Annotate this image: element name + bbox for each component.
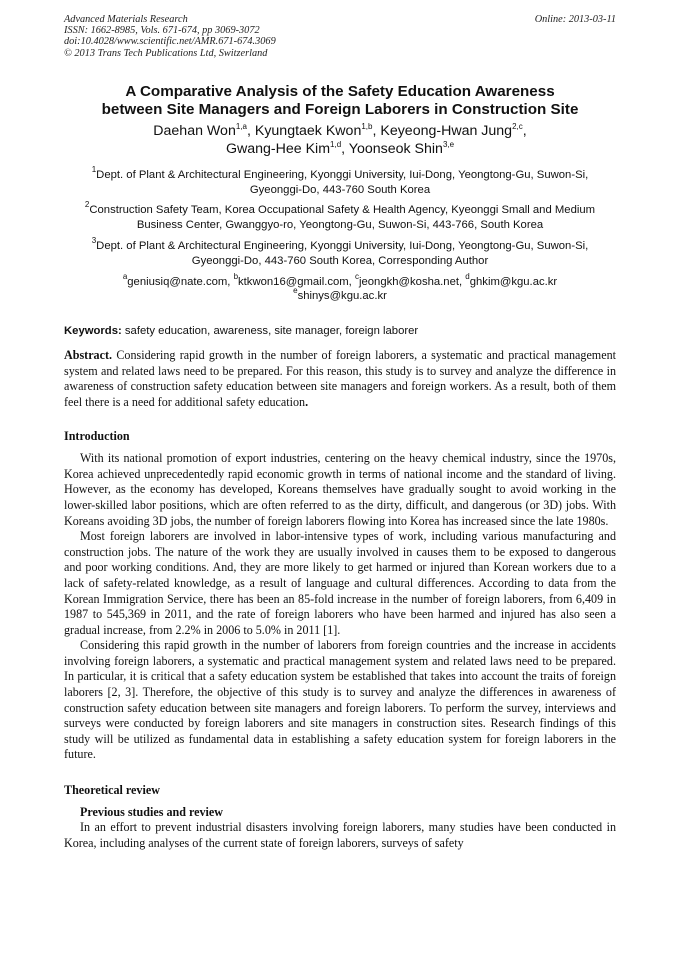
theoretical-review-heading: Theoretical review xyxy=(64,783,160,798)
email-address[interactable]: ghkim@kgu.ac.kr xyxy=(469,275,558,288)
email-sup: a xyxy=(122,271,128,281)
affiliation-3 xyxy=(64,236,616,269)
author-sep: , xyxy=(246,122,255,139)
author-name: Keyeong-Hwan Jung xyxy=(380,122,513,139)
affiliation-2 xyxy=(64,200,616,233)
affiliation-text: Dept. of Plant & Architectural Engineering, Kyonggi University, Iui-Dong, Yeongtong-Gu, Suwon-Si, Gyeonggi-Do, 443-760 South Korea xyxy=(96,168,589,196)
author-sep: , xyxy=(372,122,381,139)
abstract-end: . xyxy=(305,394,309,409)
author-sup: 2,c xyxy=(512,121,523,131)
keywords-label: Keywords: xyxy=(64,325,122,338)
author-list xyxy=(64,122,616,159)
author-name: Daehan Won xyxy=(153,122,236,139)
doi-line[interactable]: doi:10.4028/www.scientific.net/AMR.671-674.3069 xyxy=(64,36,276,48)
title-line-1: A Comparative Analysis of the Safety Education Awareness xyxy=(125,82,555,100)
author-sup: 1,d xyxy=(330,140,342,150)
email-list xyxy=(64,271,616,305)
email-sup: b xyxy=(233,271,239,281)
author-sup: 3,e xyxy=(442,140,455,150)
title-line-2: between Site Managers and Foreign Laborers in Construction Site xyxy=(101,100,579,118)
affiliation-sup: 1 xyxy=(91,164,97,174)
author-sup: 1,b xyxy=(361,121,373,131)
email-line-2 xyxy=(64,286,616,304)
abstract-text: Considering rapid growth in the number of foreign laborers, a systematic and practical management system and related laws need to be prepared. For this reason, this study is to survey and analyze the difference in awareness of construction safety education between site managers and foreign workers. As a result, both of them feel there is a need for additional safety education xyxy=(64,348,616,409)
email-address[interactable]: ktkwon16@gmail.com, xyxy=(238,275,355,288)
author-sup: 1,a xyxy=(235,121,247,131)
author-sep: , xyxy=(522,122,527,139)
author-sep: , xyxy=(341,141,349,158)
email-sup: c xyxy=(354,271,359,281)
affiliation-sup: 3 xyxy=(91,236,97,245)
issn-line: ISSN: 1662-8985, Vols. 671-674, pp 3069-3072 xyxy=(64,25,260,37)
affiliation-text: Construction Safety Team, Korea Occupational Safety & Health Agency, Kyeonggi Small and Medium Business Center, Gwanggyo-ro, Yeongtong-Gu, Suwon-Si, 443-766, South Korea xyxy=(89,204,596,232)
author-line-2 xyxy=(64,140,616,159)
copyright-line: © 2013 Trans Tech Publications Ltd, Switzerland xyxy=(64,47,268,59)
author-name: Yoonseok Shin xyxy=(348,141,443,158)
email-address[interactable]: geniusiq@nate.com, xyxy=(127,275,234,288)
paper-title xyxy=(64,83,616,119)
journal-header xyxy=(64,14,616,59)
affiliation-1 xyxy=(64,164,616,198)
email-sup: e xyxy=(293,286,298,296)
journal-name: Advanced Materials Research xyxy=(64,14,188,25)
introduction-paragraph: Considering this rapid growth in the number of laborers from foreign countries and the increase in accidents involving foreign laborers, a systematic and practical management system and related laws need to be prepared. In particular, it is critical that a safety education system be established that takes into account the traits of foreign laborers [2, 3]. Therefore, the objective of this study is to survey and analyze the differences in awareness of construction safety education between site managers and foreign laborers. To perform the survey, interviews and surveys were conducted by foreign laborers and site managers in construction sites. Research findings of this study will be utilized as fundamental data in establishing a safety education system for foreign laborers in the future. xyxy=(64,638,616,762)
email-sup: d xyxy=(465,271,470,281)
theoretical-review-paragraph: In an effort to prevent industrial disasters involving foreign laborers, many studies have been conducted in Korea, including analyses of the current state of foreign laborers, surveys of safety xyxy=(64,820,616,850)
abstract xyxy=(64,348,616,410)
affiliation-sup: 2 xyxy=(84,200,90,210)
author-line-1 xyxy=(64,122,616,141)
previous-studies-subheading: Previous studies and review xyxy=(80,804,224,819)
email-address[interactable]: jeongkh@kosha.net, xyxy=(358,275,466,288)
online-date: Online: 2013-03-11 xyxy=(534,14,616,25)
keywords xyxy=(64,324,616,338)
affiliation-text: Dept. of Plant & Architectural Engineering, Kyonggi University, Iui-Dong, Yeongtong-Gu, Suwon-Si, Gyeonggi-Do, 443-760 South Korea, Corresponding Author xyxy=(96,240,589,267)
author-name: Kyungtaek Kwon xyxy=(254,122,362,139)
paper-page xyxy=(64,14,616,851)
author-name: Gwang-Hee Kim xyxy=(225,141,331,158)
email-address[interactable]: shinys@kgu.ac.kr xyxy=(297,290,387,303)
email-line-1 xyxy=(64,271,616,290)
introduction-heading: Introduction xyxy=(64,428,130,443)
introduction-paragraph: Most foreign laborers are involved in labor-intensive types of work, including various manufacturing and construction jobs. The nature of the work they are usually involved in causes them to be exposed to dangerous and poor working conditions. And, they are more likely to get harmed or injured than Korean workers due to a lack of safety-related knowledge, as a result of language and cultural differences. According to data from the Korean Immigration Service, there has been an 85-fold increase in the number of foreign laborers, from 6,409 in 1987 to 545,369 in 2011, and the rate of foreign laborers who have been harmed and injured has also seen a gradual increase, from 2.2% in 2006 to 5.0% in 2011 [1]. xyxy=(64,529,616,637)
keywords-text: safety education, awareness, site manager, foreign laborer xyxy=(121,325,419,338)
introduction-paragraph: With its national promotion of export industries, centering on the heavy chemical industry, since the 1970s, Korea achieved unprecedentedly rapid economic growth in terms of national income and the standard of living. However, as the economy has developed, Koreans themselves have gradually sought to avoid working in the lower-skilled labor positions, which are often referred to as the dirty, difficult, and dangerous (or 3D) jobs. With Koreans avoiding 3D jobs, the number of foreign laborers flowing into Korea has increased since the late 1980s. xyxy=(64,451,616,528)
abstract-label: Abstract. xyxy=(64,348,113,363)
